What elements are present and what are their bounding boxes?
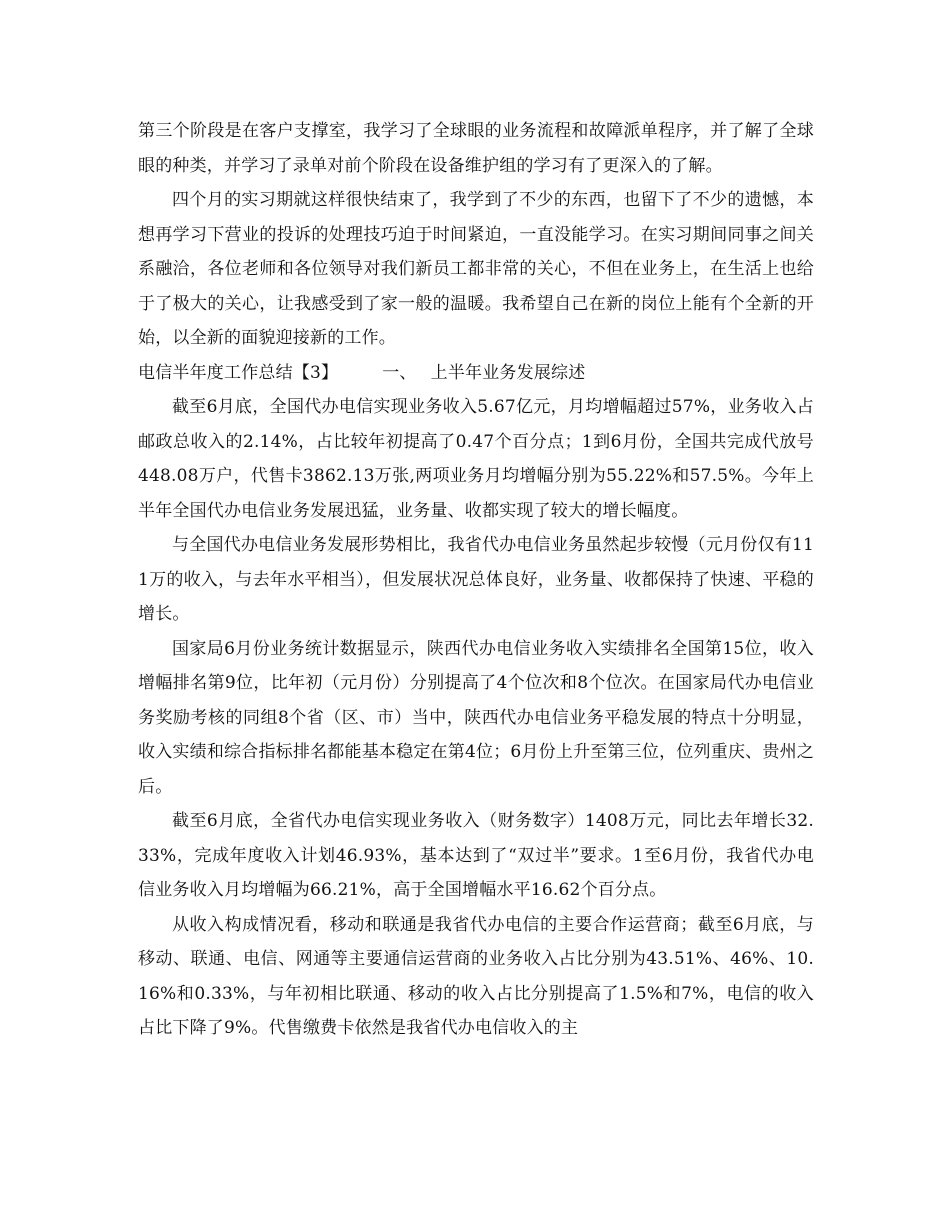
paragraph-province-comparison: 与全国代办电信业务发展形势相比，我省代办电信业务虽然起步较慢（元月份仅有111万的收入，与去年水平相当），但发展状况总体良好，业务量、收都保持了快速、平稳的增长。 <box>138 535 814 624</box>
paragraph-ranking: 国家局6月份业务统计数据显示，陕西代办电信业务收入实绩排名全国第15位，收入增幅排名第9位，比年初（元月份）分别提高了4个位次和8个位次。在国家局代办电信业务奖励考核的同组8个省（区、市）当中，陕西代办电信业务平稳发展的特点十分明显，收入实绩和综合指标排名都能基本稳定在第4位；6月份上升至第三位，位列重庆、贵州之后。 <box>138 638 814 797</box>
paragraph-national-revenue: 截至6月底，全国代办电信实现业务收入5.67亿元，月均增幅超过57%，业务收入占邮政总收入的2.14%，占比较年初提高了0.47个百分点；1到6月份，全国共完成代放号448.08万户，代售卡3862.13万张,两项业务月均增幅分别为55.22%和57.5%。今年上半年全国代办电信业务发展迅猛，业务量、收都实现了较大的增长幅度。 <box>138 397 814 521</box>
paragraph-revenue-composition: 从收入构成情况看，移动和联通是我省代办电信的主要合作运营商；截至6月底，与移动、联通、电信、网通等主要通信运营商的业务收入占比分别为43.51%、46%、10.16%和0.33%，与年初相比联通、移动的收入占比分别提高了1.5%和7%，电信的收入占比下降了9%。代售缴费卡依然是我省代办电信收入的主 <box>138 914 814 1038</box>
heading-title: 电信半年度工作总结【3】 <box>138 362 339 383</box>
paragraph-stage-three: 第三个阶段是在客户支撑室，我学习了全球眼的业务流程和故障派单程序，并了解了全球眼的种类，并学习了录单对前个阶段在设备维护组的学习有了更深入的了解。 <box>138 121 814 176</box>
heading-section-number: 一、 <box>382 362 417 383</box>
paragraph-internship-summary: 四个月的实习期就这样很快结束了，我学到了不少的东西，也留下了不少的遗憾，本想再学习下营业的投诉的处理技巧迫于时间紧迫，一直没能学习。在实习期间同事之间关系融洽，各位老师和各位领导对我们新员工都非常的关心，不但在业务上，在生活上也给于了极大的关心，让我感受到了家一般的温暖。我希望自己在新的岗位上能有个全新的开始，以全新的面貌迎接新的工作。 <box>138 190 814 348</box>
paragraph-province-revenue: 截至6月底，全省代办电信实现业务收入（财务数字）1408万元，同比去年增长32.33%，完成年度收入计划46.93%，基本达到了“双过半”要求。1至6月份，我省代办电信业务收入月均增幅为66.21%，高于全国增幅水平16.62个百分点。 <box>138 811 814 900</box>
heading-section-title: 上半年业务发展综述 <box>430 362 586 383</box>
document-body <box>138 114 814 1046</box>
section-heading <box>138 356 814 391</box>
